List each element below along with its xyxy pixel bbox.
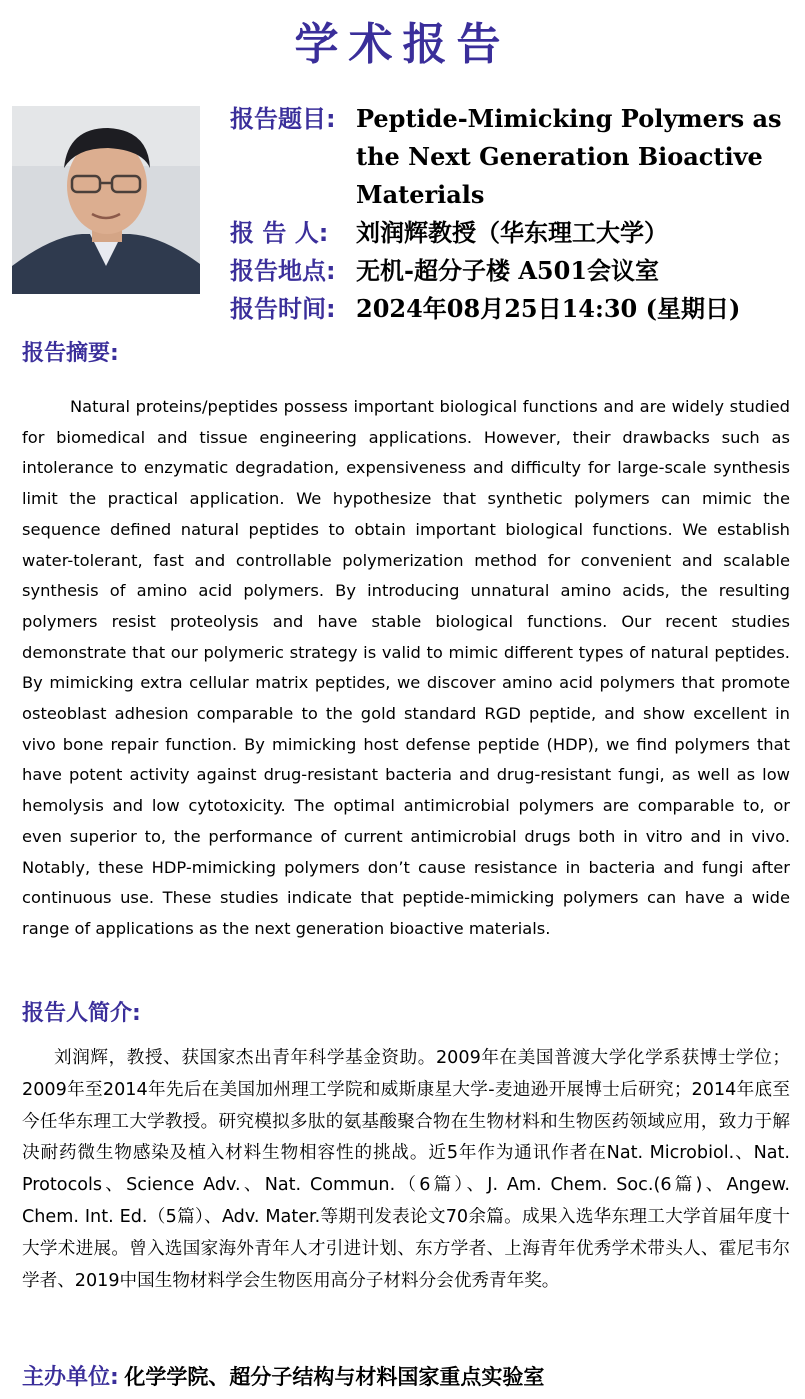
abstract-text: Natural proteins/peptides possess important biological functions and are widely studied for biomedical and tissue engineering applications. However, their drawbacks such as intolerance to enzymatic degradation, expensiveness and difficulty for large-scale synthesis limit the practical application. We hypothesize that synthetic polymers can mimic the sequence defined natural peptides to obtain important biological functions. We establish water-tolerant, fast and controllable polymerization method for convenient and scalable synthesis of amino acid polymers. By introducing unnatural amino acids, the resulting polymers resist proteolysis and have stable biological functions. Our recent studies demonstrate that our polymeric strategy is valid to mimic different types of natural peptides. By mimicking extra cellular matrix peptides, we discover amino acid polymers that promote osteoblast adhesion comparable to the gold standard RGD peptide, and show excellent in vivo bone repair function. By mimicking host defense peptide (HDP), we find polymers that have potent activity against drug-resistant bacteria and drug-resistant fungi, as well as low hemolysis and low cytotoxicity. The optimal antimicrobial polymers are comparable to, or even superior to, the performance of current antimicrobial drugs both in vitro and in vivo. Notably, these HDP-mimicking polymers don’t cause resistance in bacteria and fungi after continuous use. These studies indicate that peptide-mimicking polymers can have a wide range of applications as the next generation bioactive materials. [22,397,790,938]
topic-label: 报告题目: [230,105,336,133]
time-row [230,290,800,328]
location-value: 无机-超分子楼 A501会议室 [356,256,660,285]
time-label: 报告时间: [230,295,336,323]
location-row [230,252,800,290]
topic-value: Peptide-Mimicking Polymers as the Next Generation Bioactive Materials [356,104,782,209]
bio-text: 刘润辉，教授、获国家杰出青年科学基金资助。2009年在美国普渡大学化学系获博士学位；2009年至2014年先后在美国加州理工学院和威斯康星大学-麦迪逊开展博士后研究；2014年底至今任华东理工大学教授。研究模拟多肽的氨基酸聚合物在生物材料和生物医药领域应用，致力于解决耐药微生物感染及植入材料生物相容性的挑战。近5年作为通讯作者在Nat. Microbiol.、Nat. Protocols、Science Adv.、Nat. Commun.（6篇）、J. Am. Chem. Soc.(6篇)、Angew. Chem. Int. Ed.（5篇）、Adv. Mater.等期刊发表论文70余篇。成果入选华东理工大学首届年度十大学术进展。曾入选国家海外青年人才引进计划、东方学者、上海青年优秀学术带头人、霍尼韦尔学者、2019中国生物材料学会生物医用高分子材料分会优秀青年奖。 [22,1048,790,1291]
page-title: 学术报告 [294,19,511,70]
topic-row [230,100,800,214]
speaker-portrait-image [12,106,200,294]
location-label: 报告地点: [230,257,336,285]
speaker-row [230,214,800,252]
time-value: 2024年08月25日14:30 (星期日) [356,294,741,323]
talk-info [230,100,800,328]
speaker-label: 报 告 人: [230,219,329,247]
abstract-heading: 报告摘要: [22,341,119,366]
organizer-value: 化学学院、超分子结构与材料国家重点实验室 [124,1364,545,1389]
speaker-value: 刘润辉教授（华东理工大学） [356,218,668,247]
speaker-photo [12,106,200,294]
organizer [22,1360,544,1391]
bio-heading: 报告人简介: [22,1001,141,1026]
organizer-label: 主办单位: [22,1365,119,1390]
